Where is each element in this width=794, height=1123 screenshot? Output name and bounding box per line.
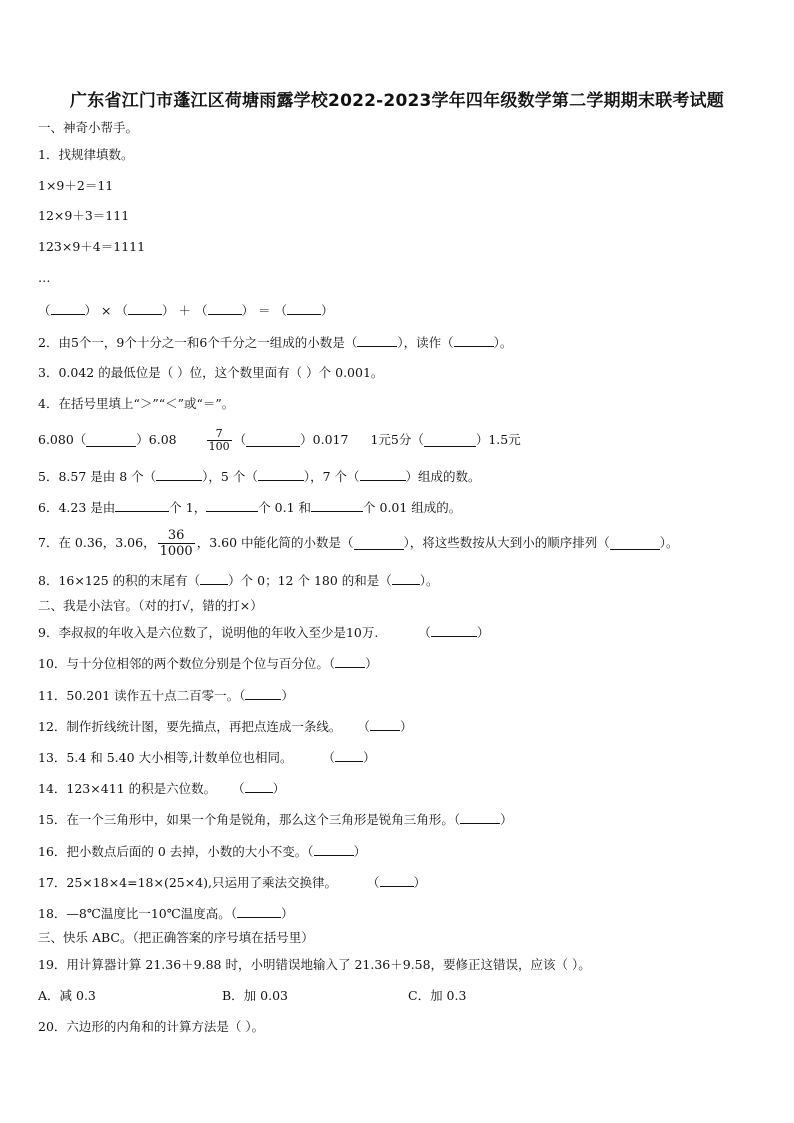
answer-blank[interactable] — [335, 655, 365, 668]
question-15: 15．在一个三角形中，如果一个角是锐角，那么这个三角形是锐角三角形。（ ） — [38, 812, 513, 827]
question-20-stem: 20．六边形的内角和的计算方法是（ ）。 — [38, 1019, 265, 1034]
question-11: 11．50.201 读作五十点二百零一。（ ） — [38, 688, 294, 703]
question-1-answer-row: （ ） × （ ） ＋ （ ） ＝ （ ） — [38, 303, 334, 318]
answer-blank[interactable] — [245, 687, 281, 700]
question-9: 9．李叔叔的年收入是六位数了，说明他的年收入至少是10万. （ ） — [38, 625, 490, 640]
answer-blank[interactable] — [431, 624, 477, 637]
question-19-stem: 19．用计算器计算 21.36＋9.88 时，小明错误地输入了 21.36＋9.58，要修正这错误，应该（ ）。 — [38, 957, 591, 972]
answer-blank[interactable] — [51, 302, 85, 315]
question-1-line-3: 123×9＋4＝1111 — [38, 239, 146, 254]
answer-blank[interactable] — [115, 499, 169, 512]
answer-blank[interactable] — [311, 499, 363, 512]
question-2: 2．由5个一，9个十分之一和6个千分之一组成的小数是（ ），读作（ ）。 — [38, 335, 513, 350]
answer-blank[interactable] — [128, 302, 162, 315]
answer-blank[interactable] — [258, 468, 304, 481]
answer-blank[interactable] — [287, 302, 321, 315]
answer-blank[interactable] — [200, 572, 228, 585]
answer-blank[interactable] — [354, 537, 404, 550]
question-8: 8．16×125 的积的末尾有（ ）个 0；12 个 180 的和是（ ）。 — [38, 573, 439, 588]
answer-blank[interactable] — [206, 499, 258, 512]
answer-blank[interactable] — [380, 874, 414, 887]
question-19-option-c[interactable]: C．加 0.3 — [408, 988, 467, 1003]
answer-blank[interactable] — [208, 302, 242, 315]
question-1-stem: 1．找规律填数。 — [38, 147, 134, 162]
answer-blank[interactable] — [314, 843, 354, 856]
question-5: 5．8.57 是由 8 个（ ），5 个（ ），7 个（ ）组成的数。 — [38, 469, 481, 484]
fraction-36-1000: $\frac{36}{1000}$ — [159, 527, 193, 559]
answer-blank[interactable] — [246, 434, 300, 447]
question-17: 17．25×18×4=18×(25×4),只运用了乘法交换律。 （ ） — [38, 875, 427, 890]
question-3: 3．0.042 的最低位是（ ）位，这个数里面有（ ）个 0.001。 — [38, 365, 384, 380]
answer-blank[interactable] — [335, 749, 363, 762]
question-14: 14．123×411 的积是六位数。 （ ） — [38, 781, 286, 796]
question-6: 6．4.23 是由 个 1， 个 0.1 和 个 0.01 组成的。 — [38, 500, 462, 515]
question-19-option-a[interactable]: A．减 0.3 — [38, 988, 96, 1003]
question-1-line-2: 12×9＋3＝111 — [38, 208, 130, 223]
question-1-ellipsis: … — [38, 270, 51, 285]
question-7: 7．在 0.36，3.06， $\frac{36}{1000}$ ，3.60 中能化简的小数是（ ），将这些数按从大到小的顺序排列（ ）。 — [38, 527, 679, 559]
section-2-heading: 二、我是小法官。（对的打√，错的打×） — [38, 598, 263, 613]
answer-blank[interactable] — [360, 468, 406, 481]
answer-blank[interactable] — [424, 434, 476, 447]
answer-blank[interactable] — [86, 434, 136, 447]
answer-blank[interactable] — [460, 811, 500, 824]
question-1-line-1: 1×9＋2＝11 — [38, 178, 114, 193]
answer-blank[interactable] — [237, 905, 281, 918]
answer-blank[interactable] — [357, 334, 397, 347]
question-18: 18．—8℃温度比一10℃温度高。（ ） — [38, 906, 294, 921]
question-4-stem: 4．在括号里填上“＞”“＜”或“＝”。 — [38, 396, 235, 411]
question-19-option-b[interactable]: B．加 0.03 — [222, 988, 288, 1003]
section-1-heading: 一、神奇小帮手。 — [38, 120, 139, 135]
answer-blank[interactable] — [156, 468, 202, 481]
question-13: 13．5.4 和 5.40 大小相等,计数单位也相同。 （ ） — [38, 750, 376, 765]
fraction-7-100: $\frac{7}{100}$ — [208, 426, 230, 453]
question-16: 16．把小数点后面的 0 去掉，小数的大小不变。（ ） — [38, 844, 367, 859]
question-10: 10．与十分位相邻的两个数位分别是个位与百分位。（ ） — [38, 656, 378, 671]
answer-blank[interactable] — [454, 334, 494, 347]
answer-blank[interactable] — [245, 780, 273, 793]
answer-blank[interactable] — [610, 537, 660, 550]
section-3-heading: 三、快乐 ABC。（把正确答案的序号填在括号里） — [38, 930, 314, 945]
page-title: 广东省江门市蓬江区荷塘雨露学校2022-2023学年四年级数学第二学期期末联考试题 — [70, 91, 724, 111]
question-12: 12．制作折线统计图，要先描点，再把点连成一条线。 （ ） — [38, 719, 413, 734]
question-4-items: 6.080（ ）6.08 $\frac{7}{100}$ （ ）0.017 1元5分（ ）1.5元 — [38, 426, 521, 453]
answer-blank[interactable] — [370, 718, 400, 731]
answer-blank[interactable] — [392, 572, 420, 585]
